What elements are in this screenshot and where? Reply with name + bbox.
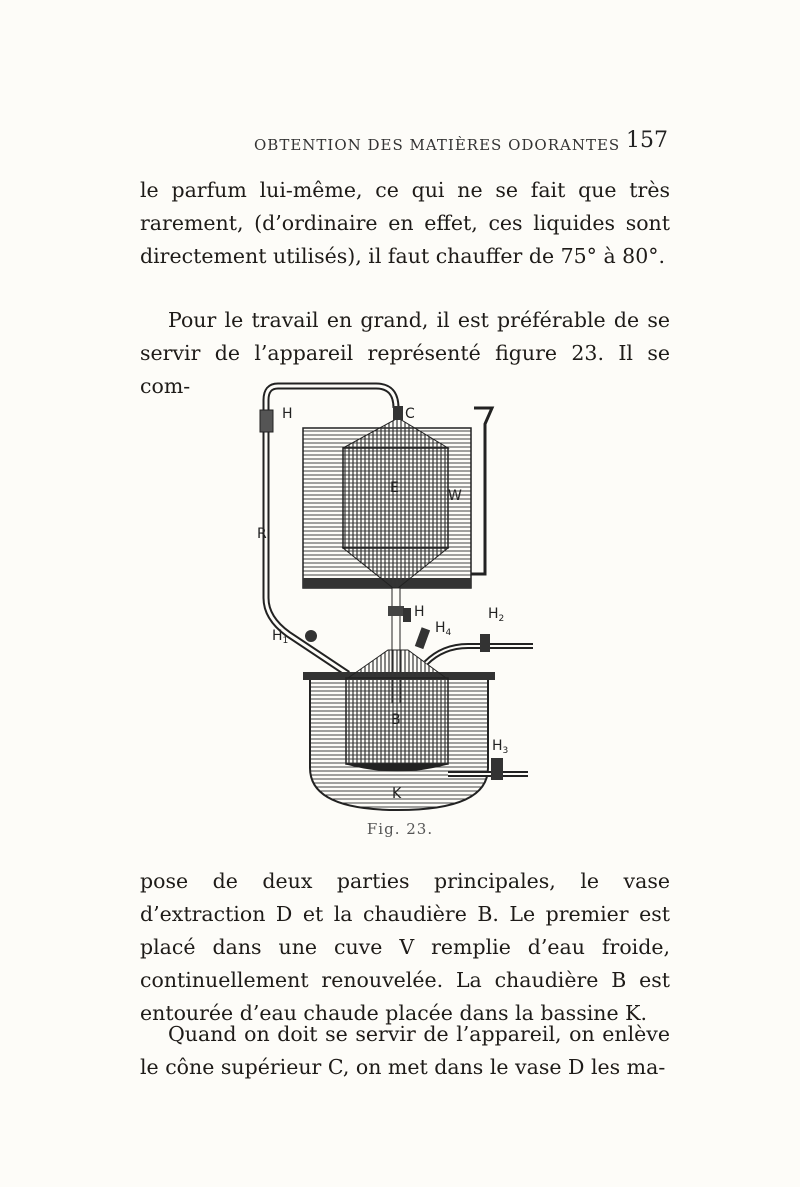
label-c: C (405, 406, 415, 422)
label-k: K (392, 786, 402, 802)
pipe-h2 (426, 634, 533, 663)
label-r: R (257, 526, 267, 542)
paragraph-4: Quand on doit se servir de l’appareil, on enlève le cône supérieur C, on met dans le vase D les ma- (140, 1022, 670, 1079)
label-h2: $H_2$ (488, 606, 505, 624)
boiler (346, 650, 448, 771)
page-header (140, 128, 668, 162)
label-b: B (391, 712, 401, 728)
running-title: OBTENTION DES MATIÈRES ODORANTES (254, 136, 621, 154)
label-e: E (390, 480, 399, 496)
label-h1: $H_1$ (272, 628, 289, 646)
label-h-top: H (282, 406, 293, 422)
label-h4: $H_4$ (435, 620, 452, 638)
valve-h4 (415, 627, 430, 649)
paragraph-3: pose de deux parties principales, le vase d’extraction D et la chaudière B. Le premier est placé dans une cuve V remplie d’eau froide, continuellement renouvelée. La chaudière B est entourée d’eau chaude placée dans la bassine K. (140, 869, 670, 1025)
label-w: W (448, 488, 462, 504)
label-h3: $H_3$ (492, 738, 509, 756)
page-number: 157 (626, 128, 668, 153)
figure-caption: Fig. 23. (366, 820, 434, 838)
paragraph-1: le parfum lui-même, ce qui ne se fait que très rarement, (d’ordinaire en effet, ces liquides sont directement utilisés), il faut chauffer de 75° à 80°. (140, 178, 670, 268)
label-h-mid: H (414, 604, 425, 620)
valve-h1 (305, 630, 317, 642)
apparatus-figure (248, 378, 548, 818)
paragraph-2: Pour le travail en grand, il est préférable de se servir de l’appareil représenté figure 23. Il se com- (140, 308, 670, 398)
